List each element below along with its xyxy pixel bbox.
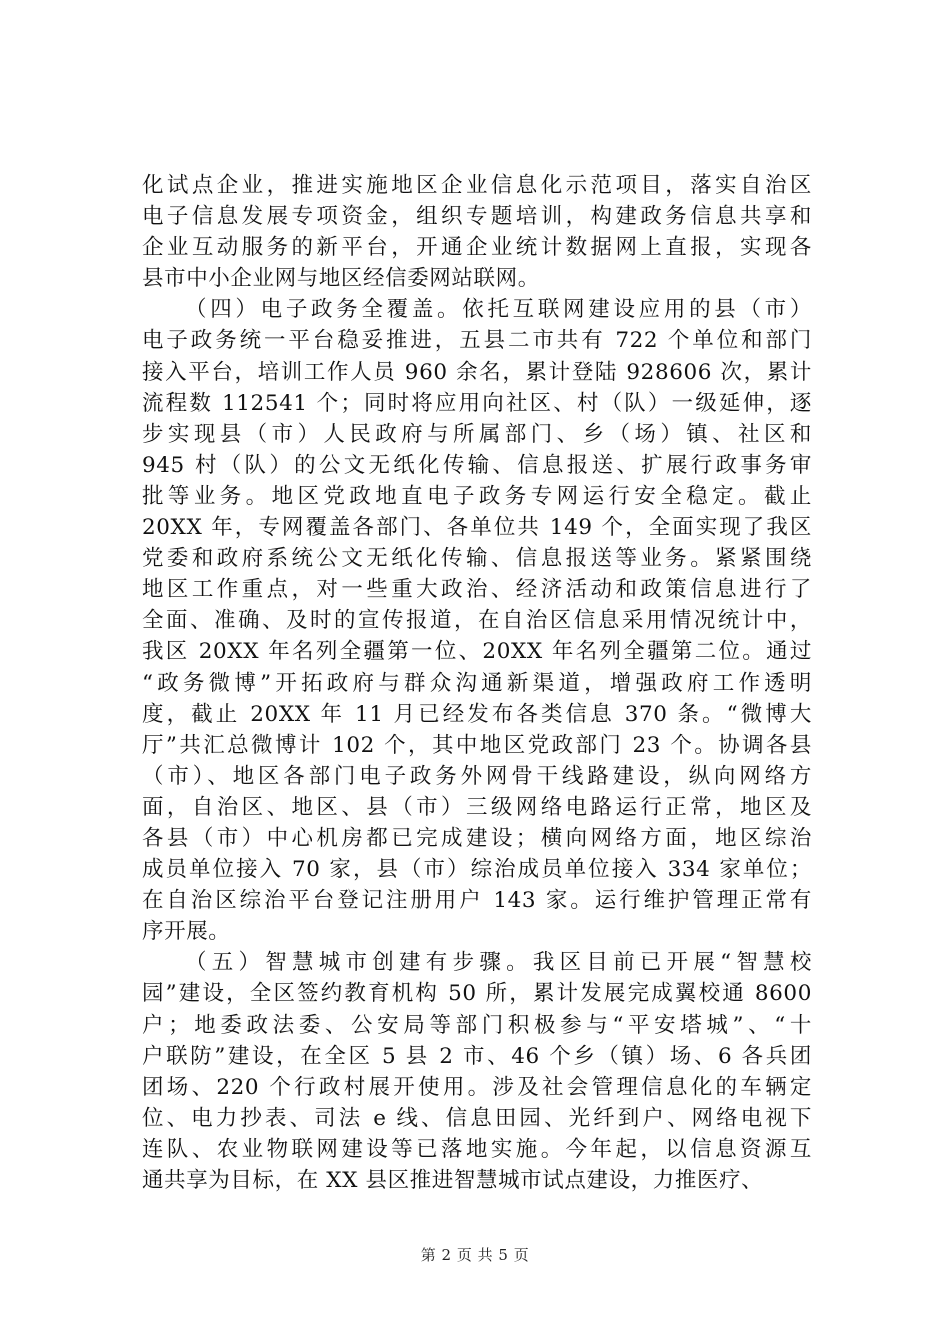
text-line: 在自治区综治平台登记注册用户 143 家。运行维护管理正常有 <box>142 888 812 914</box>
paragraph <box>142 170 812 294</box>
text-line: （四）电子政务全覆盖。依托互联网建设应用的县（市） <box>185 297 812 323</box>
text-line: 序开展。 <box>142 919 231 945</box>
document-body <box>142 170 812 1196</box>
text-line: 通共享为目标，在 XX 县区推进智慧城市试点建设，力推医疗、 <box>142 1168 764 1193</box>
text-line: 县市中小企业网与地区经信委网站联网。 <box>142 266 540 292</box>
text-line: 面，自治区、地区、县（市）三级网络电路运行正常，地区及 <box>142 794 812 820</box>
text-line: 电子政务统一平台稳妥推进，五县二市共有 722 个单位和部门 <box>142 328 812 354</box>
text-line: 位、电力抄表、司法 e 线、信息田园、光纤到户、网络电视下 <box>142 1105 812 1131</box>
text-line: 步实现县（市）人民政府与所属部门、乡（场）镇、社区和 <box>142 421 812 447</box>
page-footer: 第 2 页 共 5 页 <box>420 1246 530 1264</box>
text-line: 945 村（队）的公文无纸化传输、信息报送、扩展行政事务审 <box>142 452 812 478</box>
text-line: “政务微博”开拓政府与群众沟通新渠道，增强政府工作透明 <box>142 670 812 696</box>
text-line: 全面、准确、及时的宣传报道，在自治区信息采用情况统计中， <box>142 608 812 634</box>
text-line: 户；地委政法委、公安局等部门积极参与“平安塔城”、“十 <box>142 1012 812 1038</box>
text-line: 户联防”建设，在全区 5 县 2 市、46 个乡（镇）场、6 各兵团 <box>142 1043 812 1069</box>
text-line: 各县（市）中心机房都已完成建设；横向网络方面，地区综治 <box>142 825 812 851</box>
text-line: 电子信息发展专项资金，组织专题培训，构建政务信息共享和 <box>142 204 812 230</box>
text-line: 团场、220 个行政村展开使用。涉及社会管理信息化的车辆定 <box>142 1074 812 1100</box>
text-line: 20XX 年，专网覆盖各部门、各单位共 149 个，全面实现了我区 <box>142 515 812 541</box>
text-line: 连队、农业物联网建设等已落地实施。今年起，以信息资源互 <box>142 1136 812 1162</box>
text-line: 成员单位接入 70 家，县（市）综治成员单位接入 334 家单位； <box>142 857 812 883</box>
text-line: 厅”共汇总微博计 102 个，其中地区党政部门 23 个。协调各县 <box>142 732 812 758</box>
text-line: 批等业务。地区党政地直电子政务专网运行安全稳定。截止 <box>142 483 812 509</box>
text-line: 度，截止 20XX 年 11 月已经发布各类信息 370 条。“微博大 <box>142 701 812 727</box>
text-line: 接入平台，培训工作人员 960 余名，累计登陆 928606 次，累计 <box>142 359 812 385</box>
text-line: 园”建设，全区签约教育机构 50 所，累计发展完成翼校通 8600 <box>142 981 812 1007</box>
paragraph <box>142 947 812 1196</box>
text-line: 地区工作重点，对一些重大政治、经济活动和政策信息进行了 <box>142 577 812 603</box>
text-line: 企业互动服务的新平台，开通企业统计数据网上直报，实现各 <box>142 235 812 261</box>
text-line: 党委和政府系统公文无纸化传输、信息报送等业务。紧紧围绕 <box>142 546 812 572</box>
text-line: （五）智慧城市创建有步骤。我区目前已开展“智慧校 <box>185 950 812 976</box>
text-line: 我区 20XX 年名列全疆第一位、20XX 年名列全疆第二位。通过 <box>142 639 812 665</box>
text-line: （市）、地区各部门电子政务外网骨干线路建设，纵向网络方 <box>142 763 812 789</box>
text-line: 流程数 112541 个；同时将应用向社区、村（队）一级延伸，逐 <box>142 390 812 416</box>
paragraph <box>142 294 812 947</box>
text-line: 化试点企业，推进实施地区企业信息化示范项目，落实自治区 <box>142 173 812 198</box>
